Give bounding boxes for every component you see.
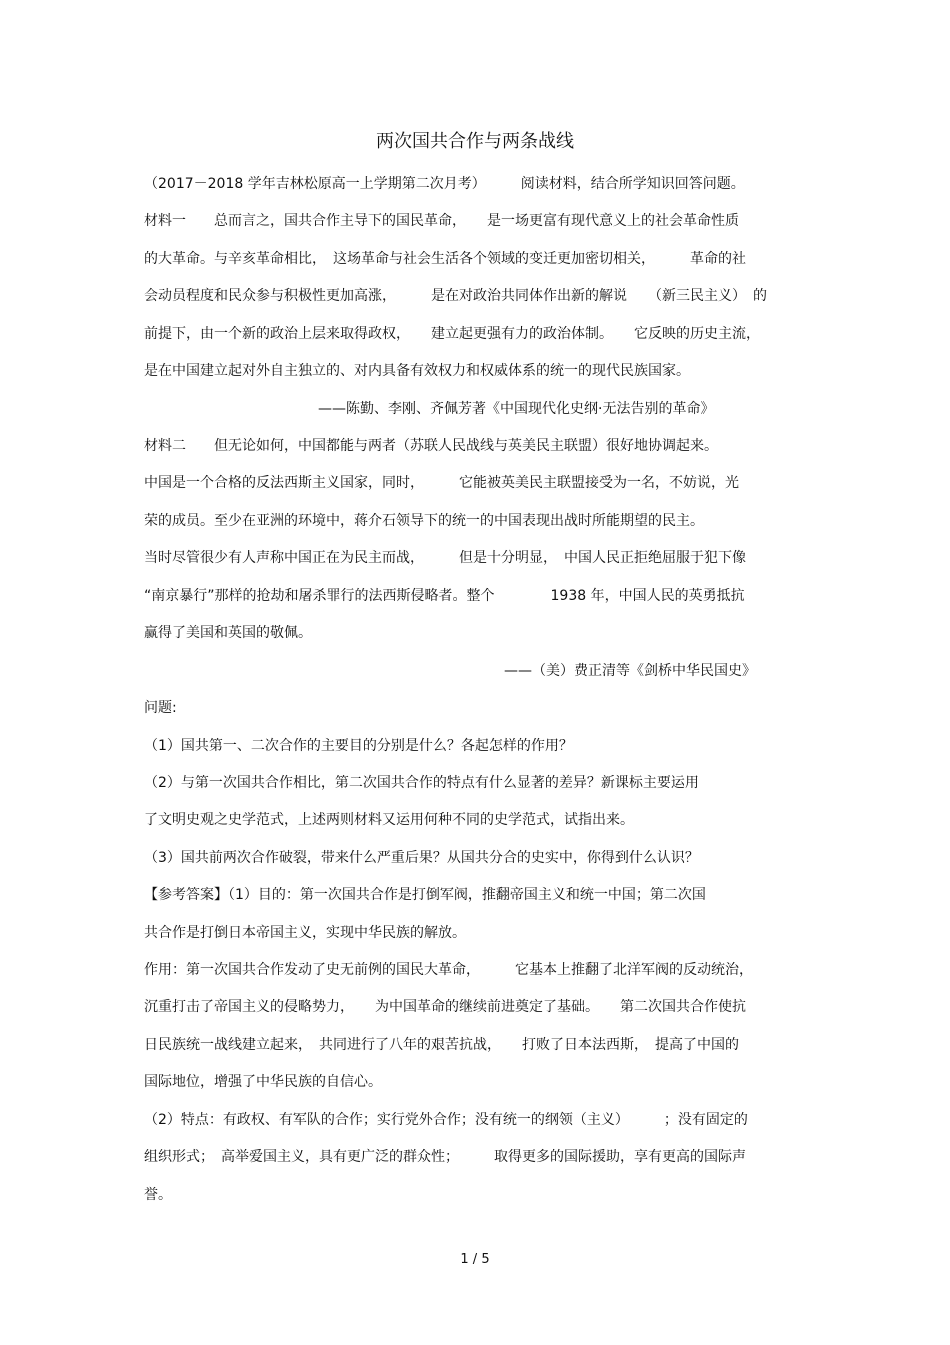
- material-two-line: 材料二 但无论如何，中国都能与两者（苏联人民战线与英美民主联盟）很好地协调起来。: [144, 438, 718, 454]
- answer-line: 组织形式； 高举爱国主义，具有更广泛的群众性； 取得更多的国际援助，享有更高的国际声: [144, 1149, 746, 1165]
- answer-line: 誉。: [144, 1187, 172, 1203]
- answer-line: 国际地位，增强了中华民族的自信心。: [144, 1074, 382, 1090]
- material-two-line: “南京暴行”那样的抢劫和屠杀罪行的法西斯侵略者。整个 1938 年，中国人民的英勇抵抗: [144, 588, 745, 604]
- questions-heading: 问题:: [144, 700, 177, 716]
- answer-line: 作用：第一次国共合作发动了史无前例的国民大革命， 它基本上推翻了北洋军阀的反动统治，: [144, 962, 753, 978]
- material-two-line: 赢得了美国和英国的敬佩。: [144, 625, 312, 641]
- answer-line: 沉重打击了帝国主义的侵略势力， 为中国革命的继续前进奠定了基础。 第二次国共合作使抗: [144, 999, 746, 1015]
- answer-line: 共合作是打倒日本帝国主义，实现中华民族的解放。: [144, 925, 466, 941]
- material-one-source: ——陈勤、李刚、齐佩芳著《中国现代化史纲·无法告别的革命》: [318, 401, 715, 417]
- answer-line: （2）特点：有政权、有军队的合作；实行党外合作；没有统一的纲领（主义） ；没有固定的: [144, 1112, 748, 1128]
- material-two-line: 荣的成员。至少在亚洲的环境中，蒋介石领导下的统一的中国表现出战时所能期望的民主。: [144, 513, 704, 529]
- material-two-line: 中国是一个合格的反法西斯主义国家，同时， 它能被英美民主联盟接受为一名，不妨说，光: [144, 475, 739, 491]
- intro-line: （2017－2018 学年吉林松原高一上学期第二次月考） 阅读材料，结合所学知识回答问题。: [144, 176, 745, 192]
- material-one-line: 的大革命。与辛亥革命相比， 这场革命与社会生活各个领域的变迁更加密切相关， 革命的社: [144, 251, 746, 267]
- question-line: 了文明史观之史学范式，上述两则材料又运用何种不同的史学范式，试指出来。: [144, 812, 634, 828]
- material-two-source: ——（美）费正清等《剑桥中华民国史》: [504, 663, 756, 679]
- question-line: （3）国共前两次合作破裂，带来什么严重后果？从国共分合的史实中，你得到什么认识？: [144, 850, 699, 866]
- material-one-line: 前提下，由一个新的政治上层来取得政权， 建立起更强有力的政治体制。 它反映的历史主流，: [144, 326, 760, 342]
- question-line: （1）国共第一、二次合作的主要目的分别是什么？各起怎样的作用？: [144, 738, 573, 754]
- material-one-line: 会动员程度和民众参与积极性更加高涨， 是在对政治共同体作出新的解说 （新三民主义） 的: [144, 288, 767, 304]
- material-two-line: 当时尽管很少有人声称中国正在为民主而战， 但是十分明显， 中国人民正拒绝屈服于犯下像: [144, 550, 746, 566]
- answer-line: 【参考答案】（1）目的：第一次国共合作是打倒军阀，推翻帝国主义和统一中国；第二次国: [144, 887, 706, 903]
- answer-line: 日民族统一战线建立起来， 共同进行了八年的艰苦抗战， 打败了日本法西斯， 提高了中国的: [144, 1037, 739, 1053]
- question-line: （2）与第一次国共合作相比，第二次国共合作的特点有什么显著的差异？新课标主要运用: [144, 775, 699, 791]
- material-one-line: 是在中国建立起对外自主独立的、对内具备有效权力和权威体系的统一的现代民族国家。: [144, 363, 690, 379]
- document-title: 两次国共合作与两条战线: [376, 131, 574, 152]
- material-one-line: 材料一 总而言之，国共合作主导下的国民革命， 是一场更富有现代意义上的社会革命性质: [144, 213, 739, 229]
- page-number: 1 / 5: [460, 1252, 490, 1267]
